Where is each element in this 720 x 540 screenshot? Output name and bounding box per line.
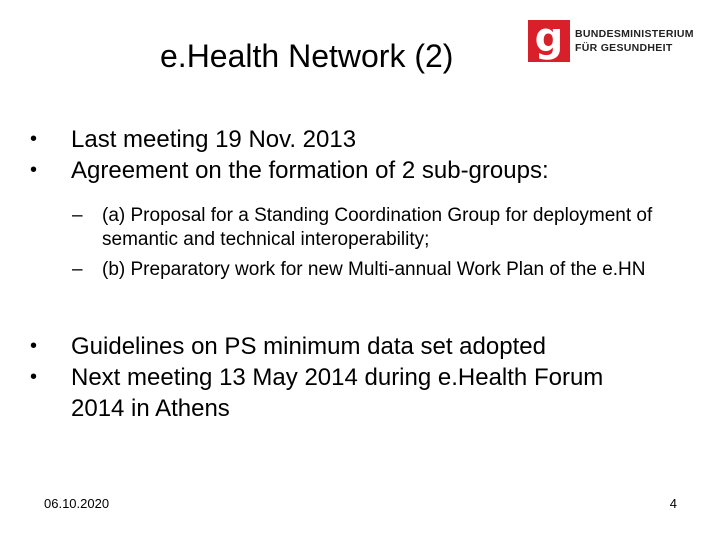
footer-date: 06.10.2020 xyxy=(44,496,110,511)
sub-bullet-item: – (b) Preparatory work for new Multi-annual Work Plan of the e.HN xyxy=(72,258,672,282)
sub-bullet-list xyxy=(72,204,672,288)
bullet-item: • Guidelines on PS minimum data set adopted xyxy=(30,331,680,362)
bullet-list-top xyxy=(30,124,680,186)
page-number: 4 xyxy=(669,496,677,511)
bullet-list-bottom xyxy=(30,331,680,424)
bullet-item: • Next meeting 13 May 2014 during e.Health Forum 2014 in Athens xyxy=(30,362,631,424)
bullet-item: • Last meeting 19 Nov. 2013 xyxy=(30,124,680,155)
slide-title: e.Health Network (2) xyxy=(160,38,454,74)
sub-bullet-item: – (a) Proposal for a Standing Coordination Group for deployment of semantic and technical interoperability; xyxy=(72,204,672,252)
logo-text-line1: BUNDESMINISTERIUM xyxy=(575,28,694,40)
ministry-logo xyxy=(528,15,718,66)
logo-text-line2: FÜR GESUNDHEIT xyxy=(575,42,673,54)
logo-mark xyxy=(528,15,570,62)
logo-letter: g xyxy=(534,15,564,61)
bullet-item: • Agreement on the formation of 2 sub-groups: xyxy=(30,155,680,186)
